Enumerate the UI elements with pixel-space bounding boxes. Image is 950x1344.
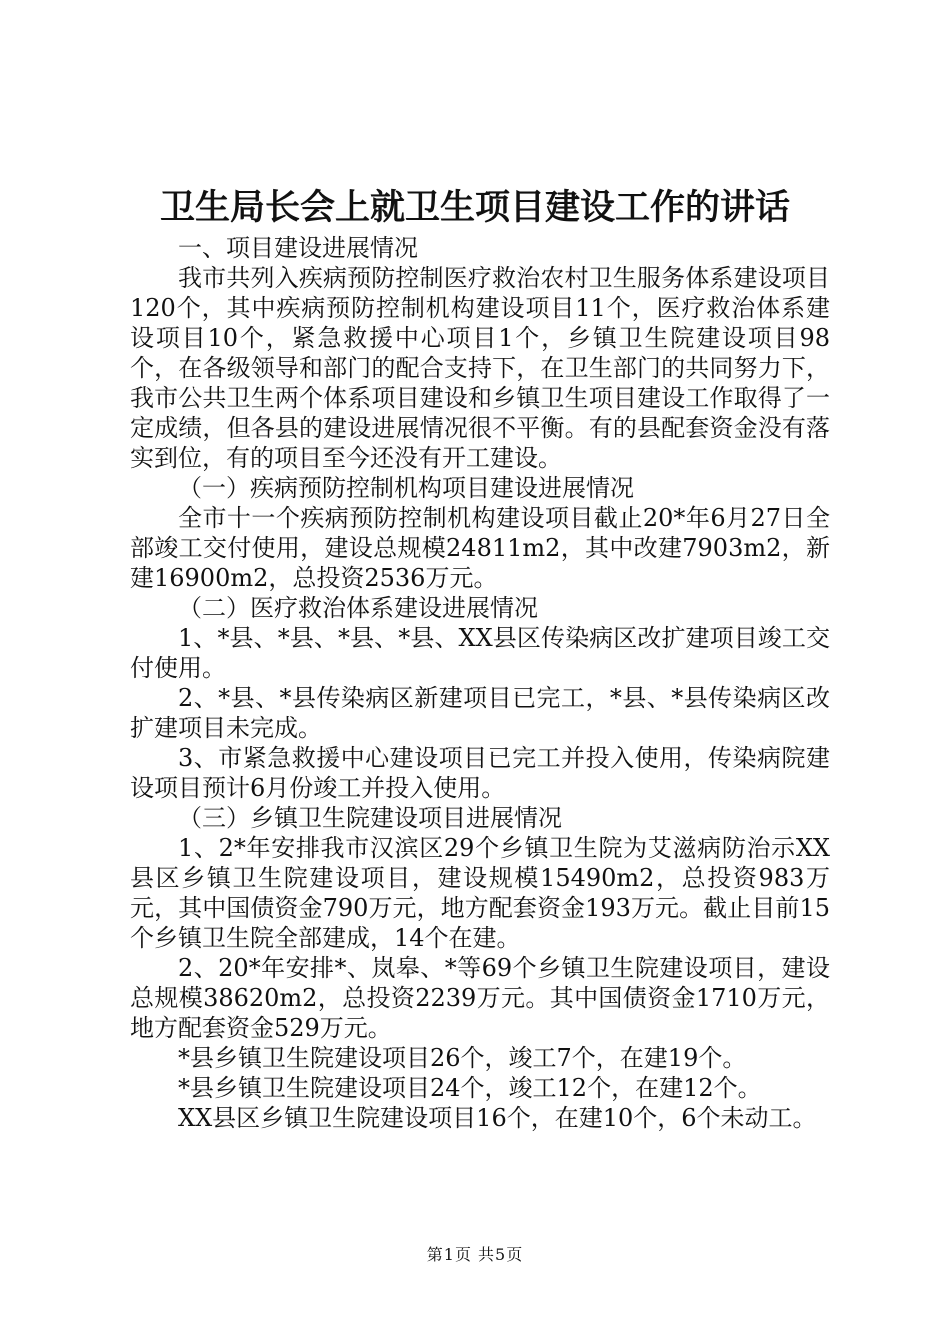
body-paragraph: 全市十一个疾病预防控制机构建设项目截止20*年6月27日全部竣工交付使用，建设总规模24811m2，其中改建7903m2，新建16900m2，总投资2536万元。 [130,504,830,592]
page-footer: 第1页 共5页 [426,1245,524,1264]
document-body [130,233,830,1133]
subsection-heading: （二）医疗救治体系建设进展情况 [178,594,538,622]
body-paragraph: *县乡镇卫生院建设项目24个，竣工12个，在建12个。 [178,1074,762,1102]
body-paragraph: XX县区乡镇卫生院建设项目16个，在建10个，6个未动工。 [178,1104,817,1132]
page-title: 卫生局长会上就卫生项目建设工作的讲话 [159,187,790,228]
body-paragraph: *县乡镇卫生院建设项目26个，竣工7个，在建19个。 [178,1044,747,1072]
body-paragraph: 1、*县、*县、*县、*县、XX县区传染病区改扩建项目竣工交付使用。 [130,624,830,682]
body-paragraph: 2、*县、*县传染病区新建项目已完工，*县、*县传染病区改扩建项目未完成。 [130,684,830,742]
subsection-heading: （三）乡镇卫生院建设项目进展情况 [178,804,562,832]
body-paragraph: 2、20*年安排*、岚皋、*等69个乡镇卫生院建设项目，建设总规模38620m2，总投资2239万元。其中国债资金1710万元，地方配套资金529万元。 [130,954,830,1042]
body-paragraph: 3、市紧急救援中心建设项目已完工并投入使用，传染病院建设项目预计6月份竣工并投入使用。 [130,744,830,802]
body-paragraph: 1、2*年安排我市汉滨区29个乡镇卫生院为艾滋病防治示XX县区乡镇卫生院建设项目，建设规模15490m2，总投资983万元，其中国债资金790万元，地方配套资金193万元。截止目前15个乡镇卫生院全部建成，14个在建。 [130,834,830,952]
section-heading: 一、项目建设进展情况 [178,234,418,262]
body-paragraph: 我市共列入疾病预防控制医疗救治农村卫生服务体系建设项目120个，其中疾病预防控制机构建设项目11个，医疗救治体系建设项目10个，紧急救援中心项目1个，乡镇卫生院建设项目98个，在各级领导和部门的配合支持下，在卫生部门的共同努力下，我市公共卫生两个体系项目建设和乡镇卫生项目建设工作取得了一定成绩，但各县的建设进展情况很不平衡。有的县配套资金没有落实到位，有的项目至今还没有开工建设。 [130,264,830,472]
subsection-heading: （一）疾病预防控制机构项目建设进展情况 [178,474,634,502]
